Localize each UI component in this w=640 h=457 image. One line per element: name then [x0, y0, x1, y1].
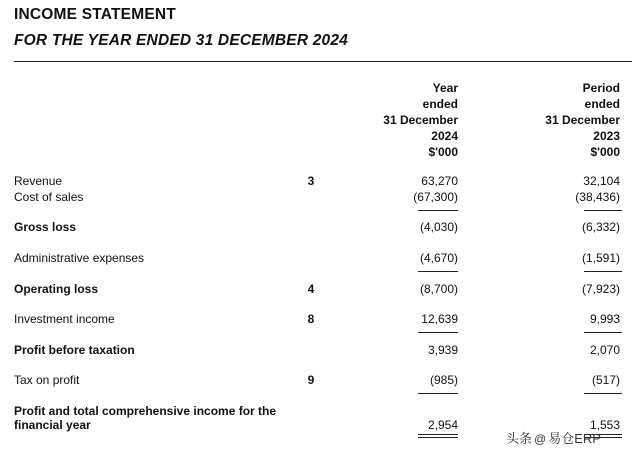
column-header-line: ended: [422, 97, 458, 111]
column-header-line: $'000: [428, 145, 458, 159]
row-label: Profit and total comprehensive income for the: [14, 404, 277, 418]
subtotal-rule: [418, 393, 458, 394]
row-label: Gross loss: [14, 220, 77, 234]
column-header-line: 31 December: [545, 113, 620, 127]
subtotal-rule: [584, 332, 622, 333]
column-header-line: 2023: [593, 129, 620, 143]
header-rule: [14, 61, 632, 62]
value-2023: 32,104: [583, 174, 620, 188]
value-2024: 3,939: [427, 343, 458, 357]
row-label: Investment income: [14, 312, 115, 326]
column-header-2024: [338, 80, 458, 160]
value-2023: 2,070: [589, 343, 620, 357]
watermark-prefix: 头条: [506, 431, 533, 446]
value-2023: (7,923): [581, 282, 620, 296]
value-2023: (6,332): [581, 220, 620, 234]
row-label: Administrative expenses: [14, 251, 145, 265]
value-2024: (985): [429, 373, 458, 387]
row-label: Tax on profit: [14, 373, 80, 387]
watermark-suffix: 易仓ERP: [548, 431, 601, 446]
column-header-line: ended: [584, 97, 620, 111]
value-2024: (4,670): [419, 251, 458, 265]
statement-period: FOR THE YEAR ENDED 31 DECEMBER 2024: [14, 32, 349, 49]
value-2023: 9,993: [589, 312, 620, 326]
note-ref: 3: [307, 174, 315, 188]
column-header-line: 31 December: [383, 113, 458, 127]
subtotal-rule: [418, 332, 458, 333]
note-ref: 8: [307, 312, 315, 326]
column-header-line: Period: [582, 81, 620, 95]
row-label: Revenue: [14, 174, 63, 188]
value-2023: (38,436): [575, 190, 620, 204]
value-2024: (4,030): [419, 220, 458, 234]
subtotal-rule: [418, 271, 458, 272]
value-2023: 1,553: [589, 418, 620, 432]
value-2024: (67,300): [413, 190, 458, 204]
row-label-continued: financial year: [14, 418, 91, 432]
statement-title: INCOME STATEMENT: [14, 6, 176, 23]
subtotal-rule: [584, 271, 622, 272]
value-2024: 2,954: [427, 418, 458, 432]
value-2024: 63,270: [421, 174, 458, 188]
value-2023: (1,591): [581, 251, 620, 265]
value-2023: (517): [591, 373, 620, 387]
note-ref: 4: [307, 282, 315, 296]
subtotal-rule: [584, 210, 622, 211]
subtotal-rule: [584, 393, 622, 394]
value-2024: (8,700): [419, 282, 458, 296]
note-ref: 9: [307, 373, 315, 387]
subtotal-rule: [418, 210, 458, 211]
row-label: Cost of sales: [14, 190, 84, 204]
column-header-line: $'000: [590, 145, 620, 159]
total-double-rule: [418, 434, 458, 438]
column-header-2023: [500, 80, 620, 160]
value-2024: 12,639: [421, 312, 458, 326]
at-icon: @: [534, 432, 547, 446]
watermark: [506, 428, 601, 447]
column-header-line: Year: [432, 81, 458, 95]
column-header-line: 2024: [431, 129, 458, 143]
row-label: Profit before taxation: [14, 343, 135, 357]
row-label: Operating loss: [14, 282, 99, 296]
